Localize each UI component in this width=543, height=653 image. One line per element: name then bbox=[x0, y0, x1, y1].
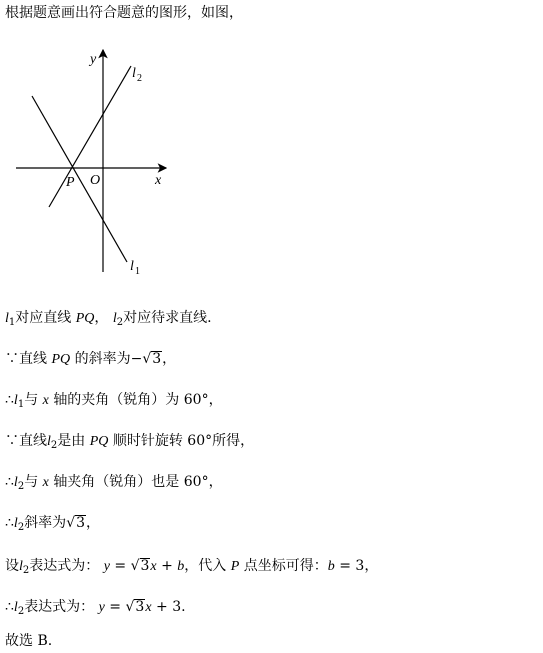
solution-line-1 bbox=[5, 309, 212, 332]
subscript: 1 bbox=[8, 317, 16, 328]
text: ， bbox=[94, 310, 109, 326]
var-pq: PQ bbox=[75, 311, 95, 326]
intro-text: 根据题意画出符合题意的图形，如图， bbox=[5, 5, 243, 21]
var-b: b bbox=[327, 559, 335, 574]
var-p: P bbox=[230, 559, 240, 574]
subscript: 2 bbox=[22, 565, 30, 576]
var-l: l bbox=[19, 559, 23, 574]
text: 轴夹角（锐角）也是 60°， bbox=[53, 474, 223, 490]
equals: = bbox=[334, 558, 356, 574]
l2-label: l bbox=[132, 66, 136, 81]
text: ∵直线 bbox=[5, 351, 47, 367]
y-axis-label: y bbox=[90, 52, 97, 67]
var-pq: PQ bbox=[51, 352, 71, 367]
text: 与 bbox=[24, 474, 39, 490]
radicand: 3 bbox=[140, 558, 150, 574]
text: 表达式为： bbox=[24, 599, 95, 615]
var-l: l bbox=[112, 311, 117, 326]
x-axis-label: x bbox=[155, 173, 162, 188]
radicand: 3 bbox=[76, 515, 86, 531]
equals: = bbox=[104, 599, 126, 615]
var-l: l bbox=[13, 475, 18, 490]
text: 对应待求直线. bbox=[123, 310, 212, 326]
l1-label: l bbox=[130, 259, 134, 274]
l1-label-sub: 1 bbox=[135, 266, 140, 277]
text: . bbox=[181, 599, 186, 615]
radical-sign: √ bbox=[66, 515, 76, 531]
equals: = bbox=[109, 558, 131, 574]
text: 斜率为 bbox=[24, 515, 67, 531]
subscript: 2 bbox=[17, 481, 25, 492]
line-l1 bbox=[32, 96, 127, 262]
solution-line-6 bbox=[5, 514, 100, 537]
var-b: b bbox=[177, 559, 185, 574]
text: 表达式为： bbox=[29, 558, 100, 574]
text: ∴ bbox=[5, 392, 14, 408]
radical-sign: √ bbox=[130, 558, 140, 574]
text: 点坐标可得： bbox=[243, 558, 328, 574]
l2-label-sub: 2 bbox=[137, 73, 142, 84]
var-l: l bbox=[13, 600, 18, 615]
radicand: 3 bbox=[152, 351, 162, 367]
solution-line-7 bbox=[5, 557, 378, 580]
subscript: 2 bbox=[17, 606, 25, 617]
plus: + bbox=[156, 558, 178, 574]
solution-line-8 bbox=[5, 598, 186, 621]
var-l: l bbox=[13, 393, 18, 408]
plus: + bbox=[151, 599, 173, 615]
solution-line-9 bbox=[5, 632, 52, 650]
radical-sign: √ bbox=[125, 599, 135, 615]
text: ∵直线 bbox=[5, 433, 47, 449]
var-x: x bbox=[150, 559, 157, 574]
solution-line-4 bbox=[5, 432, 254, 455]
origin-label: O bbox=[90, 173, 101, 188]
var-y: y bbox=[98, 600, 105, 615]
var-l: l bbox=[13, 516, 18, 531]
subscript: 2 bbox=[116, 317, 124, 328]
solution-line-5 bbox=[5, 473, 223, 496]
solution-line-3 bbox=[5, 391, 223, 414]
value: 3 bbox=[172, 599, 182, 615]
text: ， bbox=[86, 515, 101, 531]
text: ∴ bbox=[5, 599, 14, 615]
var-y: y bbox=[103, 559, 110, 574]
text: ∴ bbox=[5, 515, 14, 531]
solution-line-2 bbox=[5, 350, 176, 369]
text: 是由 bbox=[57, 433, 86, 449]
value: 3 bbox=[355, 558, 365, 574]
text: ，代入 bbox=[184, 558, 227, 574]
answer-text: 故选 B. bbox=[5, 633, 53, 649]
var-pq: PQ bbox=[89, 434, 109, 449]
text: ， bbox=[162, 351, 177, 367]
var-x: x bbox=[42, 475, 49, 490]
text: 轴的夹角（锐角）为 60°， bbox=[53, 392, 223, 408]
var-x: x bbox=[42, 393, 49, 408]
var-l: l bbox=[5, 311, 9, 326]
subscript: 2 bbox=[50, 440, 58, 451]
radical-sign: √ bbox=[142, 351, 152, 367]
text: 的斜率为 bbox=[74, 351, 131, 367]
text: 与 bbox=[24, 392, 39, 408]
point-p-label: P bbox=[66, 175, 75, 190]
text: 对应直线 bbox=[15, 310, 72, 326]
text: 设 bbox=[5, 558, 19, 574]
var-l: l bbox=[47, 434, 51, 449]
text: ∴ bbox=[5, 474, 14, 490]
var-x: x bbox=[145, 600, 152, 615]
minus-sign: − bbox=[130, 351, 143, 367]
radicand: 3 bbox=[135, 599, 145, 615]
text: 顺时针旋转 60°所得， bbox=[112, 433, 255, 449]
text: ， bbox=[364, 558, 379, 574]
subscript: 1 bbox=[17, 399, 25, 410]
subscript: 2 bbox=[17, 522, 25, 533]
